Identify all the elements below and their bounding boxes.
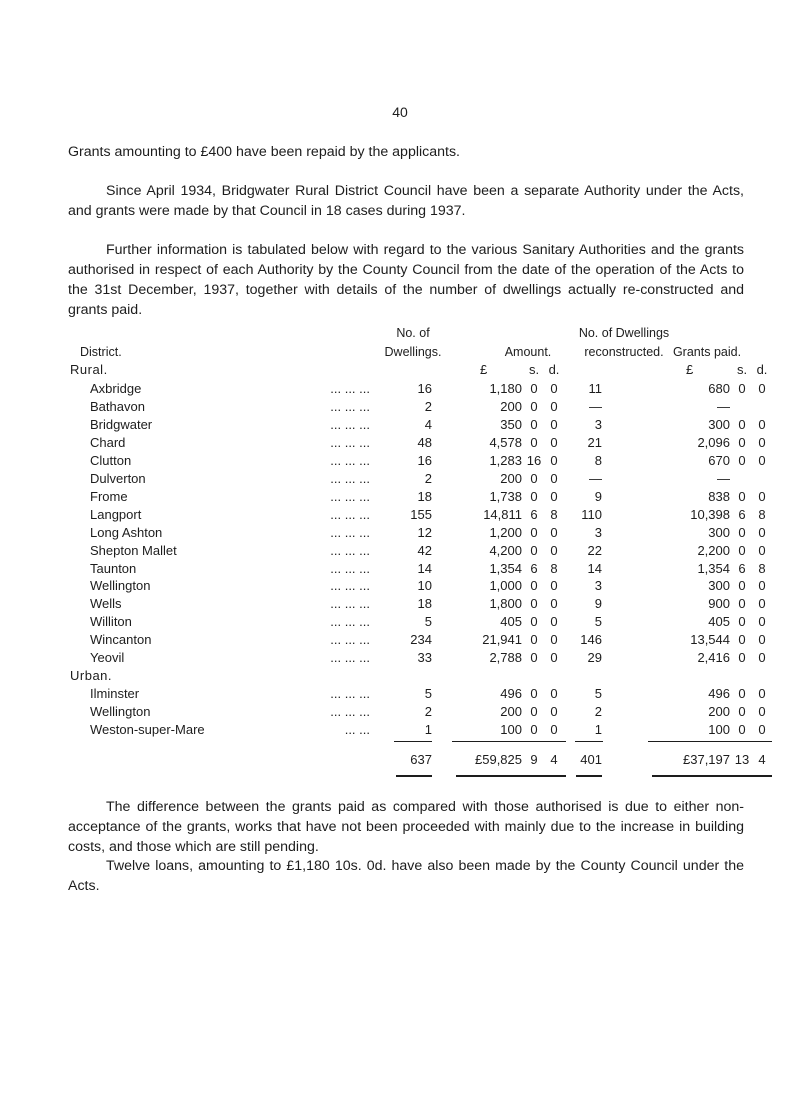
header-amount-pound: £ bbox=[480, 362, 488, 377]
cell-grants: — bbox=[717, 398, 730, 414]
cell-grants-pence: 0 bbox=[758, 686, 766, 701]
cell-grants: 1,354 bbox=[697, 560, 730, 576]
rule-dwellings-bottom bbox=[396, 775, 432, 777]
section-rural: Rural. bbox=[70, 362, 108, 377]
cell-grants: 900 bbox=[708, 596, 730, 612]
cell-dots: ... ... bbox=[344, 722, 370, 737]
cell-grants-pence: 0 bbox=[758, 542, 766, 558]
cell-dots: ... ... ... bbox=[330, 614, 370, 630]
cell-amount-shilling: 16 bbox=[526, 452, 542, 468]
cell-district: Williton bbox=[90, 614, 132, 630]
cell-amount-pence: 0 bbox=[550, 398, 558, 414]
cell-reconstructed: 3 bbox=[594, 416, 602, 432]
total-amount-shilling: 9 bbox=[530, 752, 538, 767]
cell-reconstructed: 110 bbox=[581, 506, 602, 522]
cell-district: Yeovil bbox=[90, 650, 125, 666]
cell-amount-pence: 0 bbox=[550, 488, 558, 504]
rule-grants-bottom bbox=[652, 775, 772, 777]
cell-district: Wellington bbox=[90, 578, 151, 594]
cell-amount: 100 bbox=[500, 722, 522, 737]
rule-reconstructed-top bbox=[575, 741, 603, 742]
cell-amount-pence: 0 bbox=[550, 596, 558, 612]
cell-amount: 1,738 bbox=[489, 488, 522, 504]
cell-amount-shilling: 0 bbox=[530, 704, 538, 719]
cell-grants: 670 bbox=[708, 452, 730, 468]
cell-grants: 200 bbox=[708, 704, 730, 719]
cell-amount-pence: 0 bbox=[550, 381, 558, 396]
cell-dwellings: 155 bbox=[410, 506, 432, 522]
cell-reconstructed: — bbox=[589, 398, 602, 414]
cell-grants-shilling: 0 bbox=[738, 452, 746, 468]
cell-dwellings: 42 bbox=[417, 542, 432, 558]
cell-amount-shilling: 0 bbox=[530, 542, 538, 558]
cell-district: Clutton bbox=[90, 452, 132, 468]
header-grants-shilling: s. bbox=[736, 362, 748, 377]
cell-amount-pence: 0 bbox=[550, 704, 558, 719]
header-reconstructed-bottom: reconstructed. bbox=[584, 345, 664, 359]
cell-amount: 1,800 bbox=[489, 596, 522, 612]
rule-amount-bottom bbox=[456, 775, 566, 777]
cell-district: Wellington bbox=[90, 704, 151, 719]
cell-dots: ... ... ... bbox=[330, 381, 370, 396]
cell-amount: 21,941 bbox=[482, 632, 522, 648]
cell-amount-pence: 0 bbox=[550, 470, 558, 486]
cell-dwellings: 5 bbox=[424, 614, 432, 630]
cell-grants: 300 bbox=[708, 524, 730, 540]
cell-dots: ... ... ... bbox=[330, 470, 370, 486]
cell-grants-shilling: 6 bbox=[738, 506, 746, 522]
cell-grants: 100 bbox=[708, 722, 730, 737]
cell-reconstructed: 21 bbox=[587, 434, 602, 450]
cell-amount-pence: 0 bbox=[550, 452, 558, 468]
cell-grants: 300 bbox=[708, 578, 730, 594]
cell-reconstructed: 3 bbox=[594, 578, 602, 594]
cell-reconstructed: 9 bbox=[594, 488, 602, 504]
total-amount: £59,825 bbox=[475, 752, 522, 767]
cell-district: Long Ashton bbox=[90, 524, 163, 540]
cell-amount-pence: 0 bbox=[550, 722, 558, 737]
cell-amount-shilling: 0 bbox=[530, 686, 538, 701]
cell-dwellings: 14 bbox=[417, 560, 432, 576]
cell-district: Shepton Mallet bbox=[90, 542, 177, 558]
cell-district: Wincanton bbox=[90, 632, 152, 648]
cell-grants-shilling: 0 bbox=[738, 632, 746, 648]
cell-district: Ilminster bbox=[90, 686, 140, 701]
cell-grants-pence: 0 bbox=[758, 722, 766, 737]
cell-dots: ... ... ... bbox=[330, 506, 370, 522]
cell-grants-pence: 0 bbox=[758, 524, 766, 540]
cell-amount: 496 bbox=[500, 686, 522, 701]
cell-grants-shilling: 0 bbox=[738, 434, 746, 450]
cell-grants-shilling: 0 bbox=[738, 524, 746, 540]
cell-amount-pence: 0 bbox=[550, 650, 558, 666]
cell-grants-pence: 0 bbox=[758, 381, 766, 396]
cell-grants-pence: 0 bbox=[758, 632, 766, 648]
cell-grants: — bbox=[717, 470, 730, 486]
cell-grants-pence: 0 bbox=[758, 614, 766, 630]
cell-grants: 405 bbox=[708, 614, 730, 630]
cell-dots: ... ... ... bbox=[330, 542, 370, 558]
cell-dwellings: 2 bbox=[424, 470, 432, 486]
cell-dwellings: 1 bbox=[424, 722, 432, 737]
rule-grants-top bbox=[648, 741, 772, 742]
rule-amount-top bbox=[452, 741, 566, 742]
cell-grants-shilling: 0 bbox=[738, 416, 746, 432]
paragraph-further-info: Further information is tabulated below with regard to the various Sanitary Authorities and the grants authorised in respect of each Authority by the County Council from the date of the operation of the Acts to the 31st December, 1937, together with details of the number of dwellings actually re-constructed and grants paid. bbox=[68, 242, 744, 318]
cell-grants: 2,096 bbox=[697, 434, 730, 450]
cell-grants-pence: 8 bbox=[758, 506, 766, 522]
cell-amount-shilling: 6 bbox=[530, 560, 538, 576]
cell-amount-pence: 0 bbox=[550, 524, 558, 540]
cell-reconstructed: — bbox=[589, 470, 602, 486]
header-dwellings-bottom: Dwellings. bbox=[384, 345, 442, 359]
cell-amount: 14,811 bbox=[483, 506, 522, 522]
cell-grants-pence: 0 bbox=[758, 596, 766, 612]
cell-amount: 1,200 bbox=[489, 524, 522, 540]
cell-amount-pence: 0 bbox=[550, 542, 558, 558]
paragraph-difference: The difference between the grants paid as compared with those authorised is due to either non-acceptance of the grants, works that have not been proceeded with mainly due to the increase in building costs, and those which are still pending. bbox=[68, 799, 744, 855]
cell-grants-pence: 0 bbox=[758, 650, 766, 666]
cell-dots: ... ... ... bbox=[330, 524, 370, 540]
cell-grants-pence: 0 bbox=[758, 416, 766, 432]
cell-amount-shilling: 0 bbox=[530, 488, 538, 504]
cell-reconstructed: 3 bbox=[594, 524, 602, 540]
cell-reconstructed: 8 bbox=[594, 452, 602, 468]
cell-grants: 680 bbox=[708, 381, 730, 396]
cell-district: Frome bbox=[90, 488, 128, 504]
cell-amount: 200 bbox=[500, 398, 522, 414]
cell-district: Wells bbox=[90, 596, 122, 612]
cell-grants-pence: 0 bbox=[758, 452, 766, 468]
total-dwellings: 637 bbox=[410, 752, 432, 767]
total-grants-shilling: 13 bbox=[734, 752, 750, 767]
cell-dwellings: 2 bbox=[424, 704, 432, 719]
cell-dwellings: 4 bbox=[424, 416, 432, 432]
header-grants-paid: Grants paid. bbox=[672, 345, 742, 359]
cell-amount-shilling: 0 bbox=[530, 596, 538, 612]
cell-reconstructed: 29 bbox=[587, 650, 602, 666]
cell-amount: 200 bbox=[500, 470, 522, 486]
cell-amount-pence: 8 bbox=[550, 560, 558, 576]
cell-amount-shilling: 0 bbox=[530, 434, 538, 450]
cell-amount: 1,180 bbox=[489, 381, 522, 396]
cell-amount: 350 bbox=[500, 416, 522, 432]
total-amount-pence: 4 bbox=[550, 752, 558, 767]
cell-reconstructed: 5 bbox=[594, 686, 602, 701]
cell-dwellings: 10 bbox=[417, 578, 432, 594]
cell-grants-pence: 0 bbox=[758, 434, 766, 450]
cell-reconstructed: 146 bbox=[580, 632, 602, 648]
cell-amount-shilling: 0 bbox=[530, 650, 538, 666]
cell-amount: 1,283 bbox=[489, 452, 522, 468]
cell-reconstructed: 9 bbox=[594, 596, 602, 612]
cell-amount-pence: 8 bbox=[550, 506, 558, 522]
cell-amount-shilling: 0 bbox=[530, 722, 538, 737]
cell-amount-pence: 0 bbox=[550, 416, 558, 432]
rule-reconstructed-bottom bbox=[576, 775, 602, 777]
cell-district: Dulverton bbox=[90, 470, 146, 486]
cell-grants-shilling: 0 bbox=[738, 578, 746, 594]
cell-reconstructed: 14 bbox=[587, 560, 602, 576]
cell-amount: 2,788 bbox=[489, 650, 522, 666]
cell-amount-shilling: 0 bbox=[530, 524, 538, 540]
cell-grants-pence: 0 bbox=[758, 578, 766, 594]
cell-grants-pence: 8 bbox=[758, 560, 766, 576]
cell-amount-shilling: 6 bbox=[530, 506, 538, 522]
cell-reconstructed: 11 bbox=[588, 381, 602, 396]
cell-grants: 10,398 bbox=[690, 506, 730, 522]
cell-grants: 13,544 bbox=[690, 632, 730, 648]
cell-amount: 4,578 bbox=[489, 434, 522, 450]
cell-amount-pence: 0 bbox=[550, 578, 558, 594]
page-number: 40 bbox=[392, 104, 408, 120]
cell-grants-shilling: 0 bbox=[738, 596, 746, 612]
paragraph-bridgwater: Since April 1934, Bridgwater Rural District Council have been a separate Authority under the Acts, and grants were made by that Council in 18 cases during 1937. bbox=[68, 183, 744, 219]
cell-reconstructed: 22 bbox=[587, 542, 602, 558]
cell-amount: 1,000 bbox=[489, 578, 522, 594]
cell-amount: 4,200 bbox=[489, 542, 522, 558]
cell-dwellings: 16 bbox=[417, 452, 432, 468]
cell-amount-shilling: 0 bbox=[530, 398, 538, 414]
cell-district: Taunton bbox=[90, 560, 137, 576]
cell-dwellings: 48 bbox=[417, 434, 432, 450]
cell-dwellings: 16 bbox=[417, 381, 432, 396]
cell-dwellings: 5 bbox=[424, 686, 432, 701]
cell-district: Bathavon bbox=[90, 398, 145, 414]
cell-dots: ... ... ... bbox=[330, 578, 370, 594]
cell-dwellings: 18 bbox=[417, 488, 432, 504]
cell-amount-pence: 0 bbox=[550, 686, 558, 701]
header-dwellings-top: No. of bbox=[396, 326, 430, 340]
section-urban: Urban. bbox=[70, 668, 113, 683]
cell-amount-pence: 0 bbox=[550, 632, 558, 648]
cell-reconstructed: 5 bbox=[594, 614, 602, 630]
cell-dwellings: 2 bbox=[424, 398, 432, 414]
cell-amount-shilling: 0 bbox=[530, 416, 538, 432]
cell-reconstructed: 1 bbox=[594, 722, 602, 737]
total-grants-pence: 4 bbox=[758, 752, 766, 767]
cell-dots: ... ... ... bbox=[330, 686, 370, 701]
cell-grants: 496 bbox=[708, 686, 730, 701]
cell-dots: ... ... ... bbox=[330, 596, 370, 612]
cell-dots: ... ... ... bbox=[330, 632, 370, 648]
cell-grants-shilling: 0 bbox=[738, 722, 746, 737]
cell-grants-shilling: 0 bbox=[738, 650, 746, 666]
cell-dots: ... ... ... bbox=[330, 560, 370, 576]
cell-grants-pence: 0 bbox=[758, 488, 766, 504]
cell-reconstructed: 2 bbox=[594, 704, 602, 719]
cell-amount-shilling: 0 bbox=[530, 470, 538, 486]
cell-amount: 405 bbox=[500, 614, 522, 630]
cell-grants: 2,200 bbox=[697, 542, 730, 558]
cell-amount: 200 bbox=[500, 704, 522, 719]
cell-grants-shilling: 0 bbox=[738, 614, 746, 630]
cell-amount-shilling: 0 bbox=[530, 614, 538, 630]
rule-dwellings-top bbox=[394, 741, 432, 742]
cell-grants-pence: 0 bbox=[758, 704, 766, 719]
cell-dwellings: 12 bbox=[417, 524, 432, 540]
cell-district: Weston-super-Mare bbox=[90, 722, 205, 737]
cell-grants: 838 bbox=[708, 488, 730, 504]
total-grants: £37,197 bbox=[683, 752, 730, 767]
cell-grants: 2,416 bbox=[697, 650, 730, 666]
cell-dots: ... ... ... bbox=[330, 488, 370, 504]
cell-grants-shilling: 0 bbox=[738, 704, 746, 719]
header-grants-pence: d. bbox=[756, 362, 768, 377]
total-reconstructed: 401 bbox=[580, 752, 602, 767]
cell-grants-shilling: 0 bbox=[738, 488, 746, 504]
cell-district: Chard bbox=[90, 434, 126, 450]
cell-dots: ... ... ... bbox=[330, 704, 370, 719]
header-grants-pound: £ bbox=[686, 362, 694, 377]
cell-dots: ... ... ... bbox=[330, 416, 370, 432]
cell-amount-pence: 0 bbox=[550, 614, 558, 630]
cell-amount-shilling: 0 bbox=[530, 578, 538, 594]
cell-dwellings: 18 bbox=[417, 596, 432, 612]
cell-grants-shilling: 0 bbox=[738, 381, 746, 396]
header-district: District. bbox=[80, 345, 122, 359]
cell-dots: ... ... ... bbox=[330, 434, 370, 450]
cell-district: Bridgwater bbox=[90, 416, 153, 432]
header-reconstructed-top: No. of Dwellings bbox=[578, 326, 670, 340]
header-amount: Amount. bbox=[504, 345, 552, 359]
paragraph-grants-repaid: Grants amounting to £400 have been repaid by the applicants. bbox=[68, 144, 460, 160]
header-amount-pence: d. bbox=[548, 362, 560, 377]
cell-dwellings: 33 bbox=[417, 650, 432, 666]
cell-grants-shilling: 6 bbox=[738, 560, 746, 576]
header-amount-shilling: s. bbox=[528, 362, 540, 377]
cell-amount-shilling: 0 bbox=[530, 632, 538, 648]
cell-dots: ... ... ... bbox=[330, 398, 370, 414]
cell-amount: 1,354 bbox=[489, 560, 522, 576]
cell-grants-shilling: 0 bbox=[738, 542, 746, 558]
cell-district: Axbridge bbox=[90, 381, 142, 396]
cell-dots: ... ... ... bbox=[330, 650, 370, 666]
cell-grants-shilling: 0 bbox=[738, 686, 746, 701]
cell-amount-pence: 0 bbox=[550, 434, 558, 450]
cell-amount-shilling: 0 bbox=[530, 381, 538, 396]
cell-grants: 300 bbox=[708, 416, 730, 432]
cell-district: Langport bbox=[90, 506, 142, 522]
paragraph-loans: Twelve loans, amounting to £1,180 10s. 0d. have also been made by the County Council under the Acts. bbox=[68, 858, 744, 894]
cell-dwellings: 234 bbox=[410, 632, 432, 648]
cell-dots: ... ... ... bbox=[330, 452, 370, 468]
